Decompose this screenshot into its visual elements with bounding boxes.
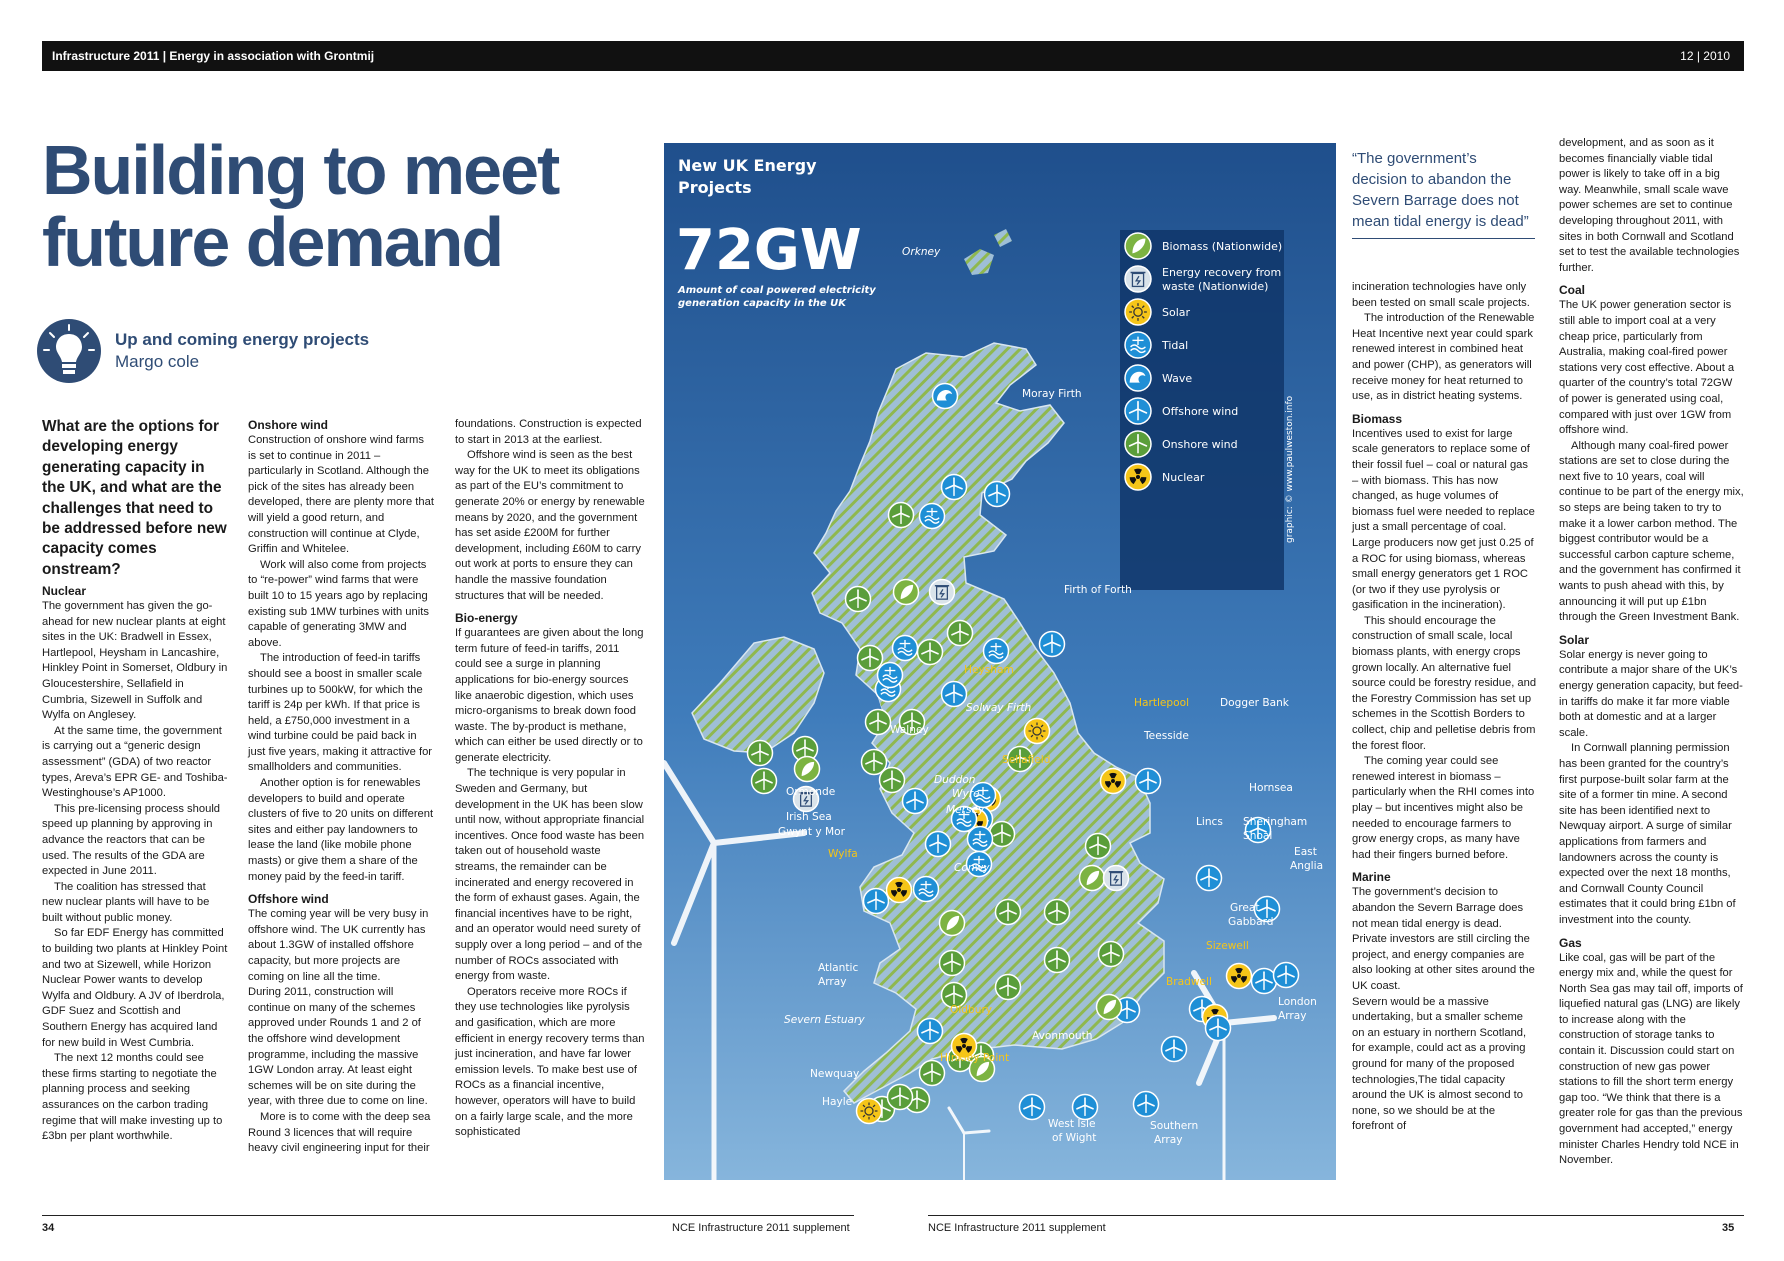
label-walney: Walney: [890, 724, 929, 736]
offshore-icon: [926, 832, 951, 857]
onshore-icon: [1099, 942, 1124, 967]
wave-icon: [1125, 365, 1151, 391]
label-west-isle: West Isle: [1048, 1118, 1096, 1130]
solar-icon: [1125, 299, 1151, 325]
paragraph: incineration technologies have only been tested on small scale projects.: [1352, 281, 1530, 309]
author: Margo cole: [115, 352, 200, 371]
waste-icon: [1104, 866, 1129, 891]
lightbulb-icon: [36, 318, 102, 384]
lead-paragraph: What are the options for developing energy generating capacity in the UK, and what are the challenges that need to be addressed before new capacity comes onstream?: [42, 418, 227, 578]
label-dogger-bank: Dogger Bank: [1220, 697, 1289, 709]
label-irish-sea: Irish Sea: [786, 811, 832, 823]
label-bradwell: Bradwell: [1166, 976, 1212, 988]
map-title-2: Projects: [678, 178, 752, 197]
header-bar: [42, 41, 1744, 71]
paragraph: In Cornwall planning permission has been granted for the country’s first purpose-built solar farm at the site of a former tin mine. A second site has been identified next to Newquay airport. A surge of similar applications from farmers and landowners across the county is expected over the next 18 months, and Cornwall County Council estimates that it could bring £1bn of investment into the county.: [1559, 742, 1736, 926]
onshore-icon: [1125, 431, 1151, 457]
paragraph: The coalition has stressed that new nuclear plants will have to be built without public money.: [42, 880, 210, 924]
solar-icon: [857, 1099, 882, 1124]
paragraph: The coming year could see renewed interest in biomass – particularly when the RHI comes into play – but incentives might also be needed to encourage farmers to grow energy crops, as many have had their fingers burned before.: [1352, 755, 1535, 861]
label-anglia: Anglia: [1290, 860, 1324, 872]
paragraph: The government’s decision to abandon the Severn Barrage does not mean tidal energy is dead. Private investors are still circling the project, and energy companies are also looking at other sites around the UK coast.: [1352, 886, 1535, 992]
label-atlantic: Atlantic: [818, 962, 859, 974]
label-hayle: Hayle: [822, 1096, 853, 1108]
paragraph: So far EDF Energy has committed to building two plants at Hinkley Point and two at Sizewell, while Horizon Nuclear Power wants to develop Wylfa and Oldbury. A JV of Iberdrola, GDF Suez and Scottish and Southern Energy has acquired land for new build in West Cumbria.: [42, 927, 228, 1049]
footer-rule-left: [42, 1215, 854, 1216]
label-great: Great: [1230, 902, 1260, 914]
page-number-34: 34: [42, 1222, 55, 1234]
legend-label-waste-2: waste (Nationwide): [1162, 280, 1269, 293]
label-ormonde: Ormonde: [786, 786, 836, 798]
column-3: [455, 417, 646, 1141]
offshore-icon: [1206, 1016, 1231, 1041]
onshore-icon: [1045, 900, 1070, 925]
label-of-wight: of Wight: [1052, 1132, 1097, 1144]
tidal-icon: [920, 504, 945, 529]
paragraph: Solar energy is never going to contribute a major share of the UK’s energy generation capacity, but feed-in tariffs do make it far more viable both at domestic and at a larger scale.: [1559, 648, 1743, 739]
offshore-icon: [1136, 769, 1161, 794]
paragraph: Another option is for renewables developers to build and operate clusters of five to 20 units on different sites and either pay landowners to lease the land (like mobile phone masts) or give them a share of the money paid by the feed-in tariff.: [248, 777, 434, 883]
section-heading: Gas: [1559, 935, 1582, 950]
section-heading: Marine: [1352, 870, 1391, 885]
tidal-icon: [914, 877, 939, 902]
biomass-icon: [1097, 995, 1122, 1020]
offshore-icon: [1252, 969, 1277, 994]
biomass-icon: [1125, 233, 1151, 259]
offshore-icon: [918, 1019, 943, 1044]
quote-rule: [1352, 238, 1535, 239]
offshore-icon: [1197, 866, 1222, 891]
onshore-icon: [752, 769, 777, 794]
paragraph: If guarantees are given about the long term future of feed-in tariffs, 2011 could see a surge in planning applications for bio-energy sources like anaerobic digestion, which uses micro-organisms to break down food waste. The by-product is methane, which can either be used directly or to generate electricity.: [455, 627, 644, 764]
label-southern-array: Array: [1154, 1134, 1183, 1146]
section-heading: Offshore wind: [248, 892, 329, 907]
offshore-icon: [942, 475, 967, 500]
legend-label-nuclear: Nuclear: [1162, 471, 1205, 484]
label-hornsea: Hornsea: [1249, 782, 1293, 794]
onshore-icon: [940, 951, 965, 976]
tidal-icon: [968, 827, 993, 852]
label-lincs: Lincs: [1196, 816, 1223, 828]
onshore-icon: [990, 822, 1015, 847]
column-1: [42, 583, 228, 1145]
headline: [42, 131, 642, 281]
offshore-icon: [942, 682, 967, 707]
paragraph: Work will also come from projects to “re-power” wind farms that were built 10 to 15 years ago by replacing existing sub 1MW turbines with units capable of generating 3MW and above.: [248, 558, 429, 649]
legend-label-onshore: Onshore wind: [1162, 438, 1238, 451]
section-heading: Biomass: [1352, 411, 1403, 426]
label-sellafield: Sellafield: [1002, 754, 1051, 766]
nuclear-icon: [1227, 964, 1252, 989]
label-shoal: Shoal: [1243, 830, 1273, 842]
nuclear-icon: [1125, 464, 1151, 490]
biomass-icon: [940, 911, 965, 936]
paragraph: This should encourage the construction of small scale, local biomass plants, with energy crops grown locally. An alternative fuel source could be forestry residue, and the Forestry Commission has set up schemes in the Scottish Borders to collect, chip and pelletise debris from the forest floor.: [1352, 614, 1537, 752]
tidal-icon: [893, 636, 918, 661]
paragraph: Construction of onshore wind farms is set to continue in 2011 – particularly in Scotland. Although the pick of the sites has already been developed, there are plenty more that will yield a good return, and construction will continue at Clyde, Griffin and Whitelee.: [248, 434, 434, 556]
label-sizewell: Sizewell: [1206, 940, 1249, 952]
label-wyre: Wyre: [952, 788, 980, 800]
headline-line1: Building to meet: [42, 131, 559, 209]
page-number-35: 35: [1722, 1222, 1735, 1234]
section-heading: Onshore wind: [248, 418, 329, 432]
label-southern: Southern: [1150, 1120, 1199, 1132]
nuclear-icon: [1101, 769, 1126, 794]
header-right: 12 | 2010: [1680, 49, 1730, 63]
label-duddon: Duddon: [934, 774, 976, 786]
label-firth-of-forth: Firth of Forth: [1064, 584, 1132, 596]
onshore-icon: [996, 975, 1021, 1000]
onshore-icon: [880, 768, 905, 793]
label-gabbard: Gabbard: [1228, 916, 1274, 928]
label-gwynt-y-mor: Gwynt y Mor: [778, 826, 845, 838]
offshore-icon: [1020, 1095, 1045, 1120]
column-2: [248, 417, 434, 1157]
legend-label-offshore: Offshore wind: [1162, 405, 1239, 418]
big-figure-sub1: Amount of coal powered electricity: [678, 285, 876, 296]
nuclear-icon: [887, 878, 912, 903]
onshore-icon: [846, 587, 871, 612]
label-solway-firth: Solway Firth: [966, 702, 1032, 714]
paragraph: This pre-licensing process should speed up planning by approving in advance the reactors that can be used. The results of the GDA are expected in June 2011.: [42, 802, 221, 878]
biomass-icon: [795, 757, 820, 782]
wave-icon: [933, 384, 958, 409]
legend-label-solar: Solar: [1162, 306, 1191, 319]
paragraph: The coming year will be very busy in offshore wind. The UK currently has about 1.3GW of installed offshore capacity, but more projects are coming on line all the time.: [248, 908, 429, 983]
legend-label-wave: Wave: [1162, 372, 1193, 385]
onshore-icon: [1086, 834, 1111, 859]
label-atlantic-array: Array: [818, 976, 847, 988]
column-5: [1559, 136, 1744, 1169]
uk-energy-map: [664, 143, 1336, 1180]
onshore-icon: [888, 1085, 913, 1110]
onshore-icon: [1045, 948, 1070, 973]
offshore-icon: [1162, 1037, 1187, 1062]
label-newquay: Newquay: [810, 1068, 860, 1080]
label-east: East: [1294, 846, 1317, 858]
supplement-right: NCE Infrastructure 2011 supplement: [928, 1222, 1106, 1234]
onshore-icon: [889, 503, 914, 528]
onshore-icon: [866, 710, 891, 735]
paragraph: At the same time, the government is carrying out a “generic design assessment” (GDA) of two reactor types, Areva’s EPR GE- and Toshiba-Westinghouse’s AP1000.: [42, 724, 228, 800]
offshore-icon: [1040, 632, 1065, 657]
paragraph: The introduction of feed-in tariffs should see a boost in smaller scale turbines up to 500kW, for which the tariff is 24p per kWh. If that price is held, a £750,000 investment in a wind turbine could be paid back in just five years, making it attractive for smallholders and communities.: [248, 652, 433, 774]
onshore-icon: [996, 900, 1021, 925]
paragraph: Incentives used to exist for large scale generators to replace some of their fossil fuel – coal or natural gas – with biomass. This has now changed, as huge volumes of biomass fuel were needed to replace just a small percentage of coal. Large producers now get just 0.25 of a ROC for using biomass, whereas small energy generators get 1 ROC (or two if they use pyrolysis or gasification in the incineration).: [1352, 427, 1535, 612]
paragraph: development, and as soon as it becomes financially viable tidal power is likely to take off in a big way. Meanwhile, small scale wave power schemes are set to continue developing throughout 2011, with sites in both Cornwall and Scotland set to test the available technologies further.: [1559, 137, 1740, 274]
label-conwy: Conwy: [954, 862, 990, 874]
footer-rule-right: [928, 1215, 1744, 1216]
label-london-array: Array: [1278, 1010, 1307, 1022]
biomass-icon: [1080, 866, 1105, 891]
headline-line2: future demand: [42, 203, 503, 281]
paragraph: foundations. Construction is expected to start in 2013 at the earliest.: [455, 418, 642, 446]
tidal-icon: [1125, 332, 1151, 358]
section-heading: Nuclear: [42, 584, 87, 598]
offshore-icon: [903, 789, 928, 814]
label-wylfa: Wylfa: [828, 848, 858, 860]
offshore-icon: [985, 482, 1010, 507]
paragraph: The technique is very popular in Sweden and Germany, but development in the UK has been slow until now, without appropriate financial incentives. Once food waste has been taken out of household waste streams, the remainder can be incinerated and energy recovered in the form of exhaust gases. Again, the financial incentives have to be right, and an operator would need surety of supply over a long period – and of the number of ROCs associated with energy from waste.: [455, 767, 645, 983]
label-avonmouth: Avonmouth: [1032, 1030, 1093, 1042]
paragraph: Offshore wind is seen as the best way for the UK to meet its obligations as part of the EU’s commitment to generate 20% or energy by renewable means by 2020, and the government has set aside £200M for further development, including £60M to carry out work at ports to ensure they can handle the massive foundation structures that will be needed.: [455, 449, 645, 602]
paragraph: The UK power generation sector is still able to import coal at a very cheap price, particularly from Australia, making coal-fired power stations very cost effective. About a quarter of the country’s total 72GW of power is generated using coal, compared with just over 1GW from offshore wind.: [1559, 299, 1735, 437]
pull-quote: “The government’s decision to abandon the Severn Barrage does not mean tidal energy is dead”: [1352, 150, 1529, 230]
label-oldbury: Oldbury: [950, 1004, 993, 1016]
label-heysham: Heysham: [964, 664, 1014, 676]
label-mersey: Mersey: [946, 804, 985, 816]
paragraph: Like coal, gas will be part of the energy mix and, while the quest for North Sea gas may tail off, imports of liquefied natural gas (LNG) are likely to increase along with the construction of storage tanks to contain it. Discussion could start on construction of new gas power stations to fill the short term energy gap too. “We think that there is a greater role for gas than the previous government had accepted,” energy minister Charles Hendry told NCE in November.: [1559, 951, 1743, 1167]
onshore-icon: [918, 640, 943, 665]
legend-label-biomass: Biomass (Nationwide): [1162, 240, 1283, 253]
tidal-icon: [984, 639, 1009, 664]
label-moray-firth: Moray Firth: [1022, 388, 1082, 400]
tidal-icon: [878, 663, 903, 688]
section-heading: Solar: [1559, 632, 1590, 647]
paragraph: The government has given the go-ahead for new nuclear plants at eight sites in the UK: Bradwell in Essex, Hartlepool, Heysham in Lancashire, Hinkley Point in Somerset, Oldbury in Gloucestershire, Sellafield in Cumbria, Sizewell in Suffolk and Wylfa on Anglesey.: [42, 600, 228, 722]
paragraph: Although many coal-fired power stations are set to close during the next five to 10 years, coal will continue to be part of the energy mix, so steps are being taken to try to make it a lower carbon method. The biggest contributor would be a successful carbon capture scheme, and the government has confirmed it wants to push ahead with this, by announcing it will put up £1bn through the Green Investment Bank.: [1559, 439, 1744, 624]
column-4: [1352, 280, 1537, 1135]
paragraph: More is to come with the deep sea Round 3 licences that will require heavy civil engineering input for their: [248, 1110, 431, 1155]
big-figure: 72GW: [676, 218, 862, 283]
label-london: London: [1278, 996, 1317, 1008]
paragraph: The next 12 months could see these firms starting to negotiate the planning process and seeking assurances on the carbon trading regime that will make investing up to £3bn per plant worthwhile.: [42, 1052, 223, 1143]
map-title-1: New UK Energy: [678, 156, 817, 175]
header-left: Infrastructure 2011 | Energy in association with Grontmij: [52, 49, 375, 63]
label-severn-estuary: Severn Estuary: [784, 1014, 865, 1026]
label-hinkley-point: Hinkley Point: [940, 1052, 1010, 1064]
label-hartlepool: Hartlepool: [1134, 697, 1190, 709]
waste-icon: [1125, 266, 1151, 292]
supplement-left: NCE Infrastructure 2011 supplement: [672, 1222, 850, 1234]
offshore-icon: [1134, 1092, 1159, 1117]
paragraph: During 2011, construction will continue on many of the schemes approved under Rounds 1 and 2 of the offshore wind development programme, including the massive 1GW London array. At least eight schemes will be on site during the year, with three due to come on line.: [248, 986, 428, 1108]
label-teesside: Teesside: [1144, 730, 1189, 742]
legend-label-waste: Energy recovery from: [1162, 266, 1282, 279]
offshore-icon: [1073, 1095, 1098, 1120]
onshore-icon: [920, 1061, 945, 1086]
offshore-icon: [864, 889, 889, 914]
solar-icon: [1025, 719, 1050, 744]
paragraph: The introduction of the Renewable Heat Incentive next year could spark renewed interest in combined heat and power (CHP), as generators will receive money for heat returned to use, as in district heating systems.: [1352, 312, 1535, 403]
biomass-icon: [894, 580, 919, 605]
section-heading: Bio-energy: [455, 611, 518, 626]
offshore-icon: [1125, 398, 1151, 424]
kicker: Up and coming energy projects: [115, 330, 370, 349]
label-orkney: Orkney: [902, 246, 941, 258]
label-sheringham: Sheringham: [1243, 816, 1308, 828]
offshore-icon: [1274, 963, 1299, 988]
paragraph: Operators receive more ROCs if they use technologies like pyrolysis and gasification, which are more efficient in energy recovery terms than just incineration, and have far lower emission levels. To make best use of ROCs as a financial incentive, however, operators will have to build on a fairly large scale, and the more sophisticated: [455, 985, 645, 1139]
onshore-icon: [948, 621, 973, 646]
waste-icon: [930, 580, 955, 605]
section-heading: Coal: [1559, 283, 1586, 298]
legend-label-tidal: Tidal: [1162, 339, 1189, 352]
map-credit: graphic: © www.paulweston.info: [1285, 395, 1295, 543]
big-figure-sub2: generation capacity in the UK: [678, 298, 846, 309]
onshore-icon: [858, 646, 883, 671]
paragraph: Severn would be a massive undertaking, but a smaller scheme on an estuary in northern Scotland, for example, could act as a proving ground for many of the proposed technologies,The tidal capacity around the UK is almost second to none, so we should be at the forefront of: [1352, 995, 1527, 1133]
onshore-icon: [748, 741, 773, 766]
